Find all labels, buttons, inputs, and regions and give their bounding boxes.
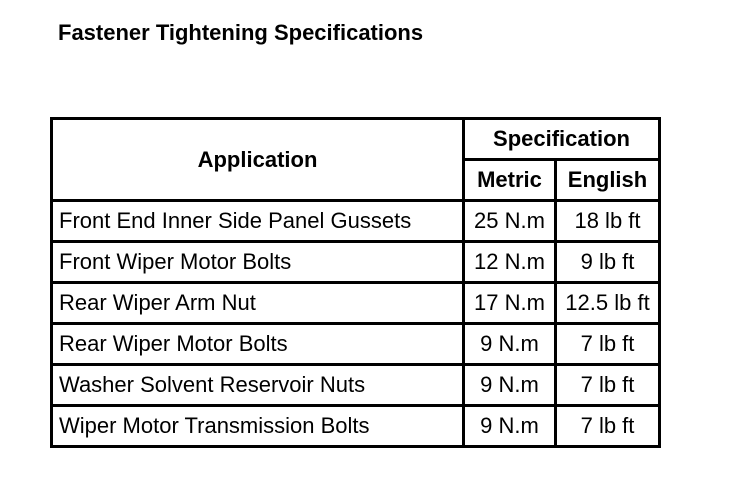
table-row bbox=[52, 324, 660, 365]
application-cell: Front Wiper Motor Bolts bbox=[52, 242, 464, 283]
specification-header: Specification bbox=[464, 119, 660, 160]
english-cell: 18 lb ft bbox=[556, 201, 660, 242]
metric-cell: 17 N.m bbox=[464, 283, 556, 324]
metric-cell: 9 N.m bbox=[464, 365, 556, 406]
english-cell: 7 lb ft bbox=[556, 324, 660, 365]
metric-header: Metric bbox=[464, 160, 556, 201]
metric-cell: 12 N.m bbox=[464, 242, 556, 283]
english-cell: 12.5 lb ft bbox=[556, 283, 660, 324]
metric-cell: 25 N.m bbox=[464, 201, 556, 242]
application-cell: Washer Solvent Reservoir Nuts bbox=[52, 365, 464, 406]
table-row bbox=[52, 406, 660, 447]
page-title: Fastener Tightening Specifications bbox=[58, 20, 424, 45]
english-header: English bbox=[556, 160, 660, 201]
application-cell: Rear Wiper Arm Nut bbox=[52, 283, 464, 324]
application-cell: Wiper Motor Transmission Bolts bbox=[52, 406, 464, 447]
english-cell: 9 lb ft bbox=[556, 242, 660, 283]
metric-cell: 9 N.m bbox=[464, 324, 556, 365]
table-row bbox=[52, 283, 660, 324]
table-row bbox=[52, 365, 660, 406]
table-row bbox=[52, 201, 660, 242]
specifications-table bbox=[50, 117, 661, 448]
english-cell: 7 lb ft bbox=[556, 365, 660, 406]
table-header-row bbox=[52, 119, 660, 160]
application-cell: Front End Inner Side Panel Gussets bbox=[52, 201, 464, 242]
metric-cell: 9 N.m bbox=[464, 406, 556, 447]
table-row bbox=[52, 242, 660, 283]
application-header: Application bbox=[52, 119, 464, 201]
english-cell: 7 lb ft bbox=[556, 406, 660, 447]
application-cell: Rear Wiper Motor Bolts bbox=[52, 324, 464, 365]
